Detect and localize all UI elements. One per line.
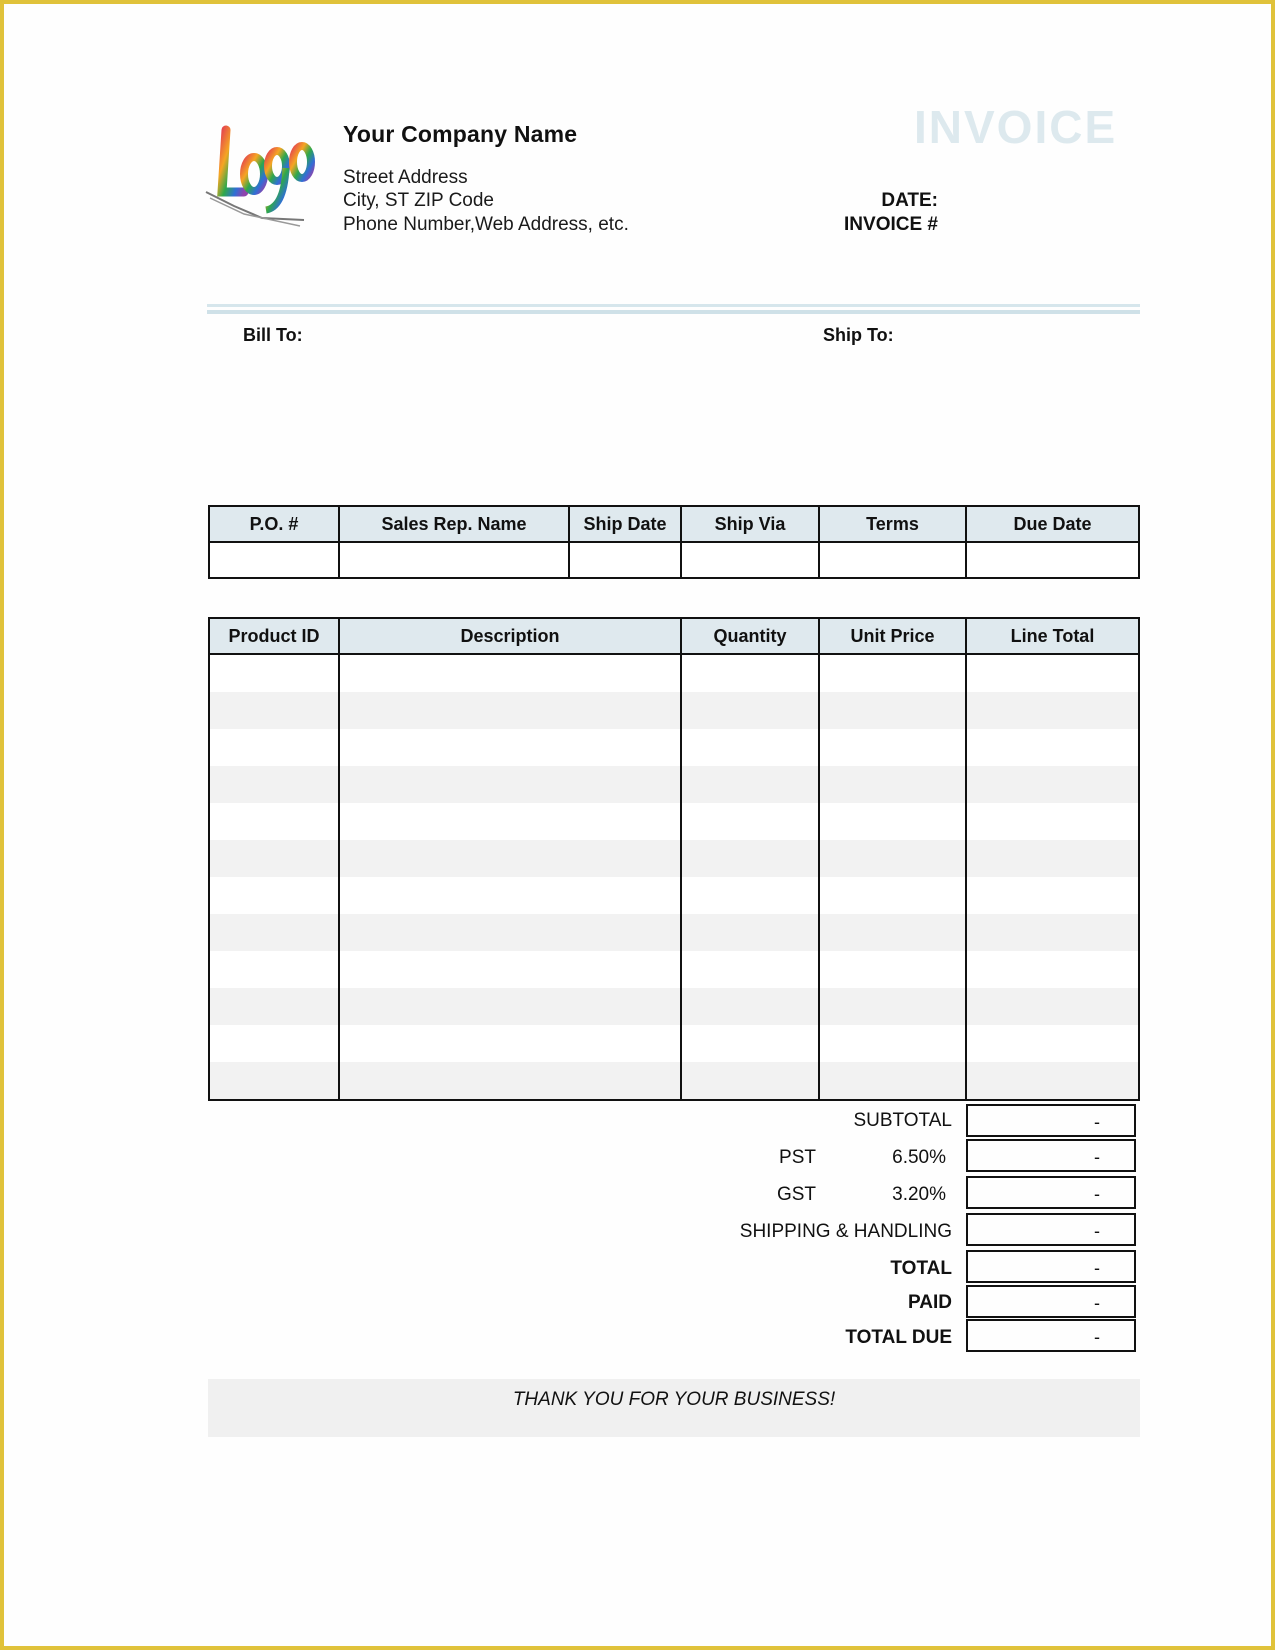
pst-label: PST: [779, 1147, 816, 1168]
description-cell[interactable]: [339, 877, 681, 914]
bill-to-label: Bill To:: [243, 325, 303, 345]
ship-to-label: Ship To:: [823, 325, 894, 345]
total-due-box[interactable]: [966, 1319, 1136, 1352]
description-cell[interactable]: [339, 951, 681, 988]
gst-box[interactable]: [966, 1176, 1136, 1209]
description-cell[interactable]: [339, 988, 681, 1025]
description-cell[interactable]: [339, 729, 681, 766]
company-name: Your Company Name: [343, 121, 578, 147]
table-row: [209, 729, 1139, 766]
line-items-table: [208, 617, 1140, 1101]
invoice-number-label: INVOICE #: [844, 214, 938, 235]
header-description: Description: [339, 618, 681, 654]
gst-rate: 3.20%: [892, 1184, 946, 1205]
unit-price-cell[interactable]: [819, 877, 966, 914]
quantity-cell[interactable]: [681, 1025, 819, 1062]
quantity-cell[interactable]: [681, 1062, 819, 1100]
unit-price-cell[interactable]: [819, 766, 966, 803]
header-ship-via: Ship Via: [681, 506, 819, 542]
quantity-cell[interactable]: [681, 654, 819, 692]
shipping-label: SHIPPING & HANDLING: [739, 1221, 952, 1242]
invoice-title: INVOICE: [914, 101, 1118, 153]
total-box[interactable]: [966, 1250, 1136, 1283]
unit-price-cell[interactable]: [819, 654, 966, 692]
quantity-cell[interactable]: [681, 951, 819, 988]
header-due-date: Due Date: [966, 506, 1139, 542]
header-product-id: Product ID: [209, 618, 339, 654]
quantity-cell[interactable]: [681, 729, 819, 766]
quantity-cell[interactable]: [681, 988, 819, 1025]
product-id-cell[interactable]: [209, 803, 339, 840]
company-contact: Phone Number,Web Address, etc.: [343, 214, 629, 235]
table-row: [209, 654, 1139, 692]
pst-box[interactable]: [966, 1139, 1136, 1172]
description-cell[interactable]: [339, 803, 681, 840]
header-unit-price: Unit Price: [819, 618, 966, 654]
gst-value: -: [1094, 1184, 1100, 1204]
quantity-cell[interactable]: [681, 840, 819, 877]
po-cell[interactable]: [209, 542, 339, 578]
paid-box[interactable]: [966, 1285, 1136, 1318]
due-date-cell[interactable]: [966, 542, 1139, 578]
divider-line: [207, 310, 1140, 314]
unit-price-cell[interactable]: [819, 951, 966, 988]
header-sales-rep: Sales Rep. Name: [339, 506, 569, 542]
total-due-value: -: [1094, 1327, 1100, 1347]
shipping-value: -: [1094, 1221, 1100, 1241]
total-due-label: TOTAL DUE: [845, 1327, 952, 1348]
unit-price-cell[interactable]: [819, 729, 966, 766]
sales-rep-cell[interactable]: [339, 542, 569, 578]
quantity-cell[interactable]: [681, 692, 819, 729]
description-cell[interactable]: [339, 914, 681, 951]
line-total-cell[interactable]: [966, 988, 1139, 1025]
product-id-cell[interactable]: [209, 914, 339, 951]
unit-price-cell[interactable]: [819, 1062, 966, 1100]
product-id-cell[interactable]: [209, 1062, 339, 1100]
subtotal-box[interactable]: [966, 1104, 1136, 1137]
unit-price-cell[interactable]: [819, 914, 966, 951]
order-info-table: [208, 505, 1140, 579]
table-row: [209, 1025, 1139, 1062]
line-total-cell[interactable]: [966, 766, 1139, 803]
quantity-cell[interactable]: [681, 766, 819, 803]
description-cell[interactable]: [339, 1025, 681, 1062]
paid-value: -: [1094, 1293, 1100, 1313]
ship-date-cell[interactable]: [569, 542, 681, 578]
description-cell[interactable]: [339, 692, 681, 729]
unit-price-cell[interactable]: [819, 1025, 966, 1062]
company-street: Street Address: [343, 167, 468, 188]
paid-label: PAID: [908, 1292, 952, 1313]
product-id-cell[interactable]: [209, 988, 339, 1025]
product-id-cell[interactable]: [209, 692, 339, 729]
line-total-cell[interactable]: [966, 654, 1139, 692]
quantity-cell[interactable]: [681, 914, 819, 951]
gst-label: GST: [776, 1184, 816, 1205]
pst-rate: 6.50%: [892, 1147, 946, 1168]
product-id-cell[interactable]: [209, 729, 339, 766]
unit-price-cell[interactable]: [819, 803, 966, 840]
pst-value: -: [1094, 1147, 1100, 1167]
description-cell[interactable]: [339, 840, 681, 877]
quantity-cell[interactable]: [681, 877, 819, 914]
subtotal-label: SUBTOTAL: [853, 1110, 952, 1131]
table-row: [209, 803, 1139, 840]
header-quantity: Quantity: [681, 618, 819, 654]
line-total-cell[interactable]: [966, 692, 1139, 729]
company-city: City, ST ZIP Code: [343, 190, 494, 211]
logo-graphic: [204, 122, 316, 234]
line-total-cell[interactable]: [966, 914, 1139, 951]
ship-via-cell[interactable]: [681, 542, 819, 578]
total-label: TOTAL: [890, 1258, 952, 1279]
table-row: [209, 951, 1139, 988]
quantity-cell[interactable]: [681, 803, 819, 840]
table-row: [209, 877, 1139, 914]
header-line-total: Line Total: [966, 618, 1139, 654]
line-total-cell[interactable]: [966, 1025, 1139, 1062]
product-id-cell[interactable]: [209, 654, 339, 692]
product-id-cell[interactable]: [209, 951, 339, 988]
table-row: [209, 1062, 1139, 1100]
total-value: -: [1094, 1258, 1100, 1278]
line-total-cell[interactable]: [966, 877, 1139, 914]
items-header-row: [209, 618, 1139, 654]
description-cell[interactable]: [339, 1062, 681, 1100]
description-cell[interactable]: [339, 654, 681, 692]
product-id-cell[interactable]: [209, 840, 339, 877]
shipping-box[interactable]: [966, 1213, 1136, 1246]
table-row: [209, 988, 1139, 1025]
unit-price-cell[interactable]: [819, 692, 966, 729]
line-total-cell[interactable]: [966, 729, 1139, 766]
header-terms: Terms: [819, 506, 966, 542]
divider-line: [207, 304, 1140, 307]
unit-price-cell[interactable]: [819, 988, 966, 1025]
thanks-message: THANK YOU FOR YOUR BUSINESS!: [512, 1389, 836, 1410]
table-row: [209, 840, 1139, 877]
subtotal-value: -: [1094, 1112, 1100, 1132]
product-id-cell[interactable]: [209, 766, 339, 803]
company-logo: [204, 122, 316, 234]
product-id-cell[interactable]: [209, 1025, 339, 1062]
terms-cell[interactable]: [819, 542, 966, 578]
description-cell[interactable]: [339, 766, 681, 803]
line-total-cell[interactable]: [966, 951, 1139, 988]
table-row: [209, 914, 1139, 951]
order-header-row: [209, 506, 1139, 542]
header-ship-date: Ship Date: [569, 506, 681, 542]
product-id-cell[interactable]: [209, 877, 339, 914]
line-total-cell[interactable]: [966, 803, 1139, 840]
table-row: [209, 766, 1139, 803]
line-total-cell[interactable]: [966, 840, 1139, 877]
line-total-cell[interactable]: [966, 1062, 1139, 1100]
date-label: DATE:: [881, 190, 938, 211]
header-po: P.O. #: [209, 506, 339, 542]
unit-price-cell[interactable]: [819, 840, 966, 877]
table-row: [209, 692, 1139, 729]
order-row: [209, 542, 1139, 578]
